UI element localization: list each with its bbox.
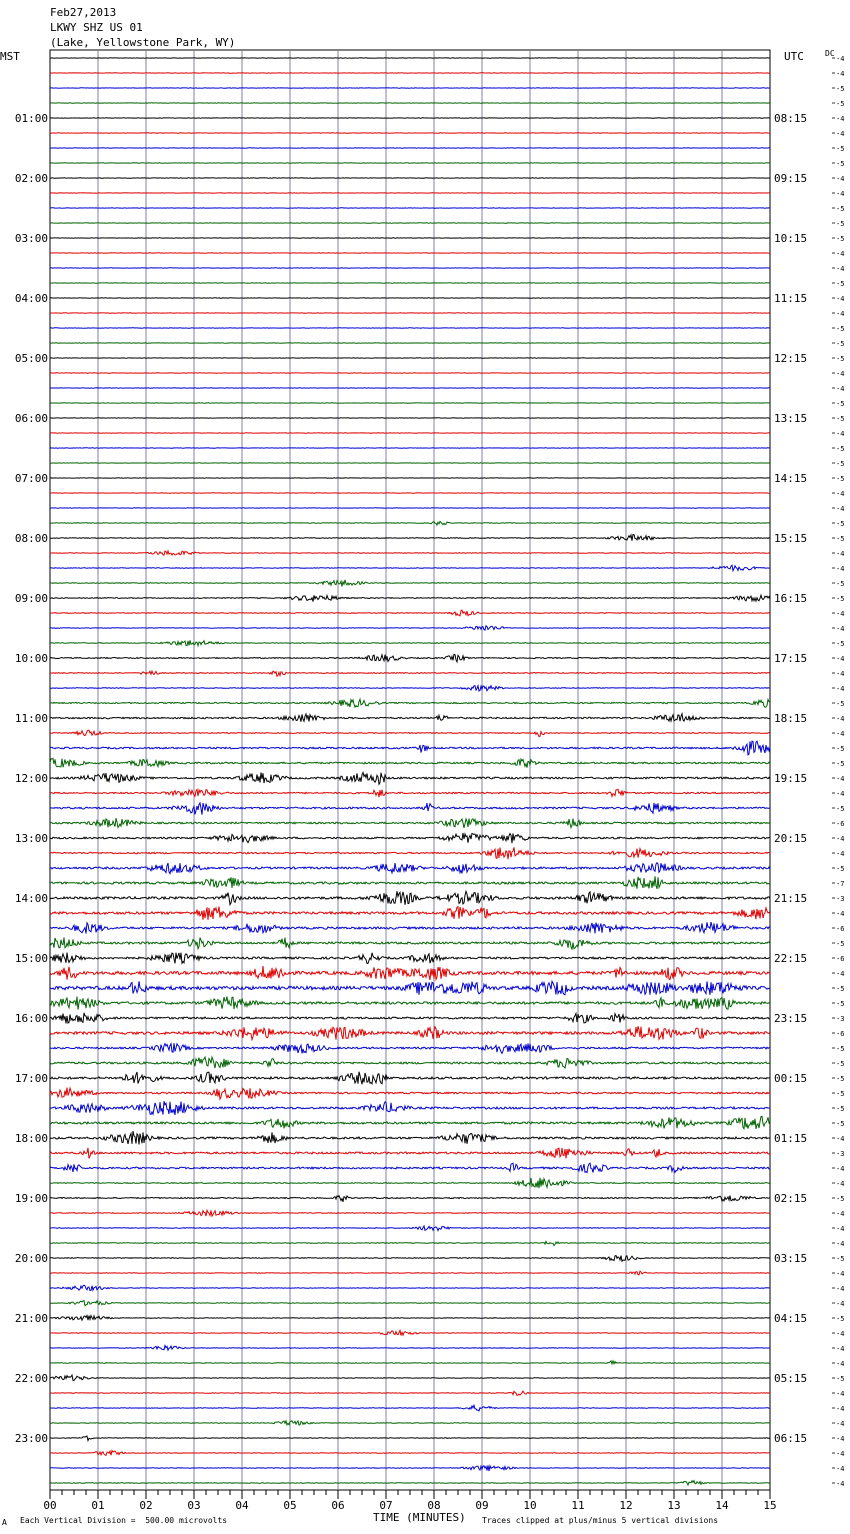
left-hour-label: 09:00 <box>14 592 48 605</box>
x-tick-label: 04 <box>235 1499 249 1512</box>
left-hour-label: 20:00 <box>14 1252 48 1265</box>
trace-offset-label: -5 <box>836 1090 845 1098</box>
left-hour-label: 21:00 <box>14 1312 48 1325</box>
right-hour-label: 19:15 <box>774 772 808 785</box>
seismic-trace <box>50 1196 770 1202</box>
left-hour-label: 08:00 <box>14 532 48 545</box>
corner-mark: A <box>2 1518 7 1527</box>
trace-offset-label: -5 <box>836 1060 845 1068</box>
seismic-trace <box>50 876 770 889</box>
seismic-trace <box>50 1481 770 1485</box>
seismic-trace <box>50 1088 770 1100</box>
trace-offset-label: -4 <box>836 790 845 798</box>
seismic-trace <box>50 1241 770 1245</box>
seismic-trace <box>50 1163 770 1172</box>
seismic-trace <box>50 1301 770 1306</box>
seismic-trace <box>50 565 770 571</box>
seismic-trace <box>50 595 770 601</box>
seismic-trace <box>50 610 770 616</box>
trace-offset-label: -5 <box>836 700 845 708</box>
right-hour-label: 03:15 <box>774 1252 808 1265</box>
x-tick-label: 05 <box>283 1499 297 1512</box>
trace-offset-label: -4 <box>836 505 845 513</box>
trace-offset-label: -5 <box>836 325 845 333</box>
trace-offset-label: -4 <box>836 265 845 273</box>
x-tick-label: 06 <box>331 1499 345 1512</box>
trace-offset-label: -4 <box>836 1390 845 1398</box>
seismic-trace <box>50 863 770 874</box>
trace-offset-label: -4 <box>836 910 845 918</box>
left-hour-label: 17:00 <box>14 1072 48 1085</box>
right-hour-label: 23:15 <box>774 1012 808 1025</box>
seismic-trace <box>50 847 770 859</box>
trace-offset-label: -4 <box>836 970 845 978</box>
seismic-trace <box>50 686 770 691</box>
trace-offset-label: -5 <box>836 535 845 543</box>
trace-offset-label: -5 <box>836 940 845 948</box>
trace-offset-label: -5 <box>836 235 845 243</box>
right-hour-label: 13:15 <box>774 412 808 425</box>
right-hour-label: 17:15 <box>774 652 808 665</box>
trace-offset-label: -4 <box>836 115 845 123</box>
seismic-trace <box>50 699 770 707</box>
x-tick-label: 15 <box>763 1499 777 1512</box>
left-hour-label: 06:00 <box>14 412 48 425</box>
seismic-trace <box>50 1256 770 1262</box>
seismic-trace <box>50 1271 770 1275</box>
trace-offset-label: -5 <box>836 460 845 468</box>
left-hour-label: 04:00 <box>14 292 48 305</box>
trace-offset-label: -6 <box>836 955 845 963</box>
trace-offset-label: -5 <box>836 85 845 93</box>
x-tick-label: 12 <box>619 1499 633 1512</box>
seismic-trace <box>50 1057 770 1068</box>
trace-offset-label: -4 <box>836 130 845 138</box>
trace-offset-label: -4 <box>836 310 845 318</box>
seismic-trace <box>50 997 770 1010</box>
seismic-trace <box>50 1178 770 1188</box>
left-hour-label: 23:00 <box>14 1432 48 1445</box>
trace-offset-label: -4 <box>836 1165 845 1173</box>
trace-offset-label: -4 <box>836 1225 845 1233</box>
x-axis-label: TIME (MINUTES) <box>373 1511 466 1524</box>
trace-offset-label: -7 <box>836 880 845 888</box>
left-hour-label: 22:00 <box>14 1372 48 1385</box>
seismic-trace <box>50 1346 770 1351</box>
trace-offset-label: -5 <box>836 355 845 363</box>
left-hour-label: 07:00 <box>14 472 48 485</box>
trace-offset-label: -4 <box>836 565 845 573</box>
right-hour-label: 14:15 <box>774 472 808 485</box>
trace-offset-label: -4 <box>836 1450 845 1458</box>
trace-offset-label: -4 <box>836 1180 845 1188</box>
seismic-trace <box>50 640 770 645</box>
seismic-trace <box>50 626 770 630</box>
seismic-trace <box>50 1316 770 1321</box>
scale-note: Each Vertical Division = 500.00 microvolts <box>20 1516 228 1525</box>
trace-offset-label: -4 <box>836 550 845 558</box>
left-hour-label: 12:00 <box>14 772 48 785</box>
trace-offset-label: -4 <box>836 295 845 303</box>
trace-offset-label: -5 <box>836 1045 845 1053</box>
right-hour-label: 22:15 <box>774 952 808 965</box>
seismic-trace <box>50 1131 770 1144</box>
seismic-trace <box>50 654 770 662</box>
dc-label: DC <box>825 49 835 58</box>
trace-offset-label: -5 <box>836 475 845 483</box>
trace-offset-label: -4 <box>836 850 845 858</box>
trace-offset-label: -4 <box>836 835 845 843</box>
x-tick-label: 03 <box>187 1499 201 1512</box>
trace-offset-label: -4 <box>836 430 845 438</box>
x-tick-label: 00 <box>43 1499 57 1512</box>
right-hour-label: 01:15 <box>774 1132 808 1145</box>
trace-offset-label: -5 <box>836 1315 845 1323</box>
seismic-trace <box>50 1421 770 1425</box>
left-hour-label: 18:00 <box>14 1132 48 1145</box>
trace-offset-label: -5 <box>836 340 845 348</box>
trace-offset-label: -4 <box>836 670 845 678</box>
plot-frame <box>50 50 770 1490</box>
right-hour-label: 02:15 <box>774 1192 808 1205</box>
right-timezone-label: UTC <box>784 50 804 63</box>
trace-offset-label: -4 <box>836 775 845 783</box>
seismic-trace <box>50 981 770 995</box>
trace-offset-label: -4 <box>836 1240 845 1248</box>
seismic-trace <box>50 966 770 980</box>
left-timezone-label: MST <box>0 50 20 63</box>
seismic-trace <box>50 1405 770 1411</box>
seismic-trace <box>50 1072 770 1085</box>
seismic-trace <box>50 522 770 526</box>
seismic-trace <box>50 789 770 797</box>
x-tick-label: 02 <box>139 1499 153 1512</box>
right-hour-label: 00:15 <box>774 1072 808 1085</box>
seismic-trace <box>50 1436 770 1441</box>
seismic-trace <box>50 580 770 587</box>
left-hour-label: 16:00 <box>14 1012 48 1025</box>
x-tick-label: 13 <box>667 1499 681 1512</box>
left-hour-label: 11:00 <box>14 712 48 725</box>
seismic-trace <box>50 535 770 541</box>
left-hour-label: 19:00 <box>14 1192 48 1205</box>
trace-offset-label: -4 <box>836 55 845 63</box>
left-hour-label: 15:00 <box>14 952 48 965</box>
trace-offset-label: -4 <box>836 70 845 78</box>
x-tick-label: 01 <box>91 1499 105 1512</box>
trace-offset-label: -6 <box>836 925 845 933</box>
trace-offset-label: -5 <box>836 445 845 453</box>
trace-offset-label: -4 <box>836 1420 845 1428</box>
trace-offset-label: -4 <box>836 1300 845 1308</box>
left-hour-label: 05:00 <box>14 352 48 365</box>
trace-offset-label: -5 <box>836 520 845 528</box>
trace-offset-label: -6 <box>836 1030 845 1038</box>
right-hour-label: 09:15 <box>774 172 808 185</box>
trace-offset-label: -5 <box>836 1000 845 1008</box>
trace-offset-label: -4 <box>836 1360 845 1368</box>
left-hour-label: 02:00 <box>14 172 48 185</box>
trace-offset-label: -6 <box>836 820 845 828</box>
trace-offset-label: -4 <box>836 685 845 693</box>
right-hour-label: 10:15 <box>774 232 808 245</box>
trace-offset-label: -4 <box>836 1465 845 1473</box>
left-hour-label: 14:00 <box>14 892 48 905</box>
seismic-trace <box>50 1361 770 1364</box>
trace-offset-label: -4 <box>836 730 845 738</box>
seismic-trace <box>50 772 770 784</box>
left-hour-label: 03:00 <box>14 232 48 245</box>
trace-offset-label: -5 <box>836 640 845 648</box>
seismic-trace <box>50 818 770 828</box>
trace-offset-label: -3 <box>836 1150 845 1158</box>
seismic-trace <box>50 730 770 736</box>
trace-offset-label: -5 <box>836 745 845 753</box>
right-hour-label: 21:15 <box>774 892 808 905</box>
trace-offset-label: -4 <box>836 385 845 393</box>
seismic-trace <box>50 803 770 815</box>
trace-offset-label: -4 <box>836 1285 845 1293</box>
trace-offset-label: -5 <box>836 100 845 108</box>
trace-offset-label: -5 <box>836 760 845 768</box>
trace-offset-label: -4 <box>836 610 845 618</box>
trace-offset-label: -5 <box>836 1105 845 1113</box>
seismic-trace <box>50 1116 770 1129</box>
trace-offset-label: -5 <box>836 595 845 603</box>
right-hour-label: 05:15 <box>774 1372 808 1385</box>
seismic-trace <box>50 1465 770 1471</box>
trace-offset-label: -5 <box>836 1120 845 1128</box>
trace-offset-label: -5 <box>836 220 845 228</box>
trace-offset-label: -5 <box>836 280 845 288</box>
trace-offset-label: -4 <box>836 1210 845 1218</box>
trace-offset-label: -4 <box>836 175 845 183</box>
seismic-trace <box>50 1375 770 1380</box>
header-station: LKWY SHZ US 01 <box>50 21 143 34</box>
trace-offset-label: -4 <box>836 190 845 198</box>
seismic-trace <box>50 551 770 555</box>
right-hour-label: 12:15 <box>774 352 808 365</box>
seismic-trace <box>50 922 770 934</box>
trace-offset-label: -4 <box>836 370 845 378</box>
trace-offset-label: -4 <box>836 1330 845 1338</box>
trace-offset-label: -5 <box>836 1075 845 1083</box>
seismic-trace <box>50 1101 770 1115</box>
x-tick-label: 10 <box>523 1499 537 1512</box>
x-tick-label: 08 <box>427 1499 441 1512</box>
trace-offset-label: -5 <box>836 1375 845 1383</box>
seismic-trace <box>50 937 770 949</box>
seismic-trace <box>50 671 770 676</box>
header-location: (Lake, Yellowstone Park, WY) <box>50 36 236 49</box>
trace-offset-label: -4 <box>836 655 845 663</box>
trace-offset-label: -5 <box>836 1255 845 1263</box>
right-hour-label: 16:15 <box>774 592 808 605</box>
seismic-trace <box>50 1226 770 1231</box>
trace-offset-label: -4 <box>836 715 845 723</box>
left-hour-label: 13:00 <box>14 832 48 845</box>
x-tick-label: 11 <box>571 1499 585 1512</box>
right-hour-label: 11:15 <box>774 292 808 305</box>
header-date: Feb27,2013 <box>50 6 117 19</box>
trace-offset-label: -4 <box>836 490 845 498</box>
seismic-trace <box>50 714 770 722</box>
trace-offset-label: -5 <box>836 805 845 813</box>
left-hour-label: 10:00 <box>14 652 48 665</box>
seismic-trace <box>50 907 770 920</box>
seismic-trace <box>50 833 770 843</box>
trace-offset-label: -3 <box>836 895 845 903</box>
left-hour-label: 01:00 <box>14 112 48 125</box>
x-tick-label: 09 <box>475 1499 489 1512</box>
right-hour-label: 20:15 <box>774 832 808 845</box>
right-hour-label: 18:15 <box>774 712 808 725</box>
trace-offset-label: -5 <box>836 145 845 153</box>
seismic-trace <box>50 891 770 905</box>
clip-note: Traces clipped at plus/minus 5 vertical divisions <box>482 1516 719 1525</box>
trace-offset-label: -4 <box>836 1435 845 1443</box>
seismic-trace <box>50 1391 770 1395</box>
right-hour-label: 04:15 <box>774 1312 808 1325</box>
seismic-trace <box>50 1285 770 1290</box>
seismic-trace <box>50 1043 770 1053</box>
seismic-trace <box>50 1013 770 1024</box>
seismic-trace <box>50 758 770 767</box>
seismic-trace <box>50 1148 770 1159</box>
trace-offset-label: -4 <box>836 1480 845 1488</box>
right-hour-label: 15:15 <box>774 532 808 545</box>
trace-offset-label: -4 <box>836 1135 845 1143</box>
trace-offset-label: -5 <box>836 985 845 993</box>
trace-offset-label: -4 <box>836 1405 845 1413</box>
trace-offset-label: -5 <box>836 415 845 423</box>
seismic-trace <box>50 1026 770 1039</box>
trace-offset-label: -5 <box>836 580 845 588</box>
trace-offset-label: -4 <box>836 1270 845 1278</box>
seismic-trace <box>50 1330 770 1335</box>
trace-offset-label: -5 <box>836 160 845 168</box>
seismic-trace <box>50 741 770 755</box>
trace-offset-label: -5 <box>836 1195 845 1203</box>
trace-offset-label: -4 <box>836 250 845 258</box>
seismic-trace <box>50 1210 770 1216</box>
trace-offset-label: -5 <box>836 400 845 408</box>
x-tick-label: 07 <box>379 1499 393 1512</box>
trace-offset-label: -4 <box>836 625 845 633</box>
right-hour-label: 06:15 <box>774 1432 808 1445</box>
seismic-trace <box>50 953 770 964</box>
trace-offset-label: -5 <box>836 205 845 213</box>
trace-offset-label: -4 <box>836 1345 845 1353</box>
right-hour-label: 08:15 <box>774 112 808 125</box>
x-tick-label: 14 <box>715 1499 729 1512</box>
trace-offset-label: -3 <box>836 1015 845 1023</box>
trace-offset-label: -5 <box>836 865 845 873</box>
seismic-trace <box>50 1451 770 1456</box>
